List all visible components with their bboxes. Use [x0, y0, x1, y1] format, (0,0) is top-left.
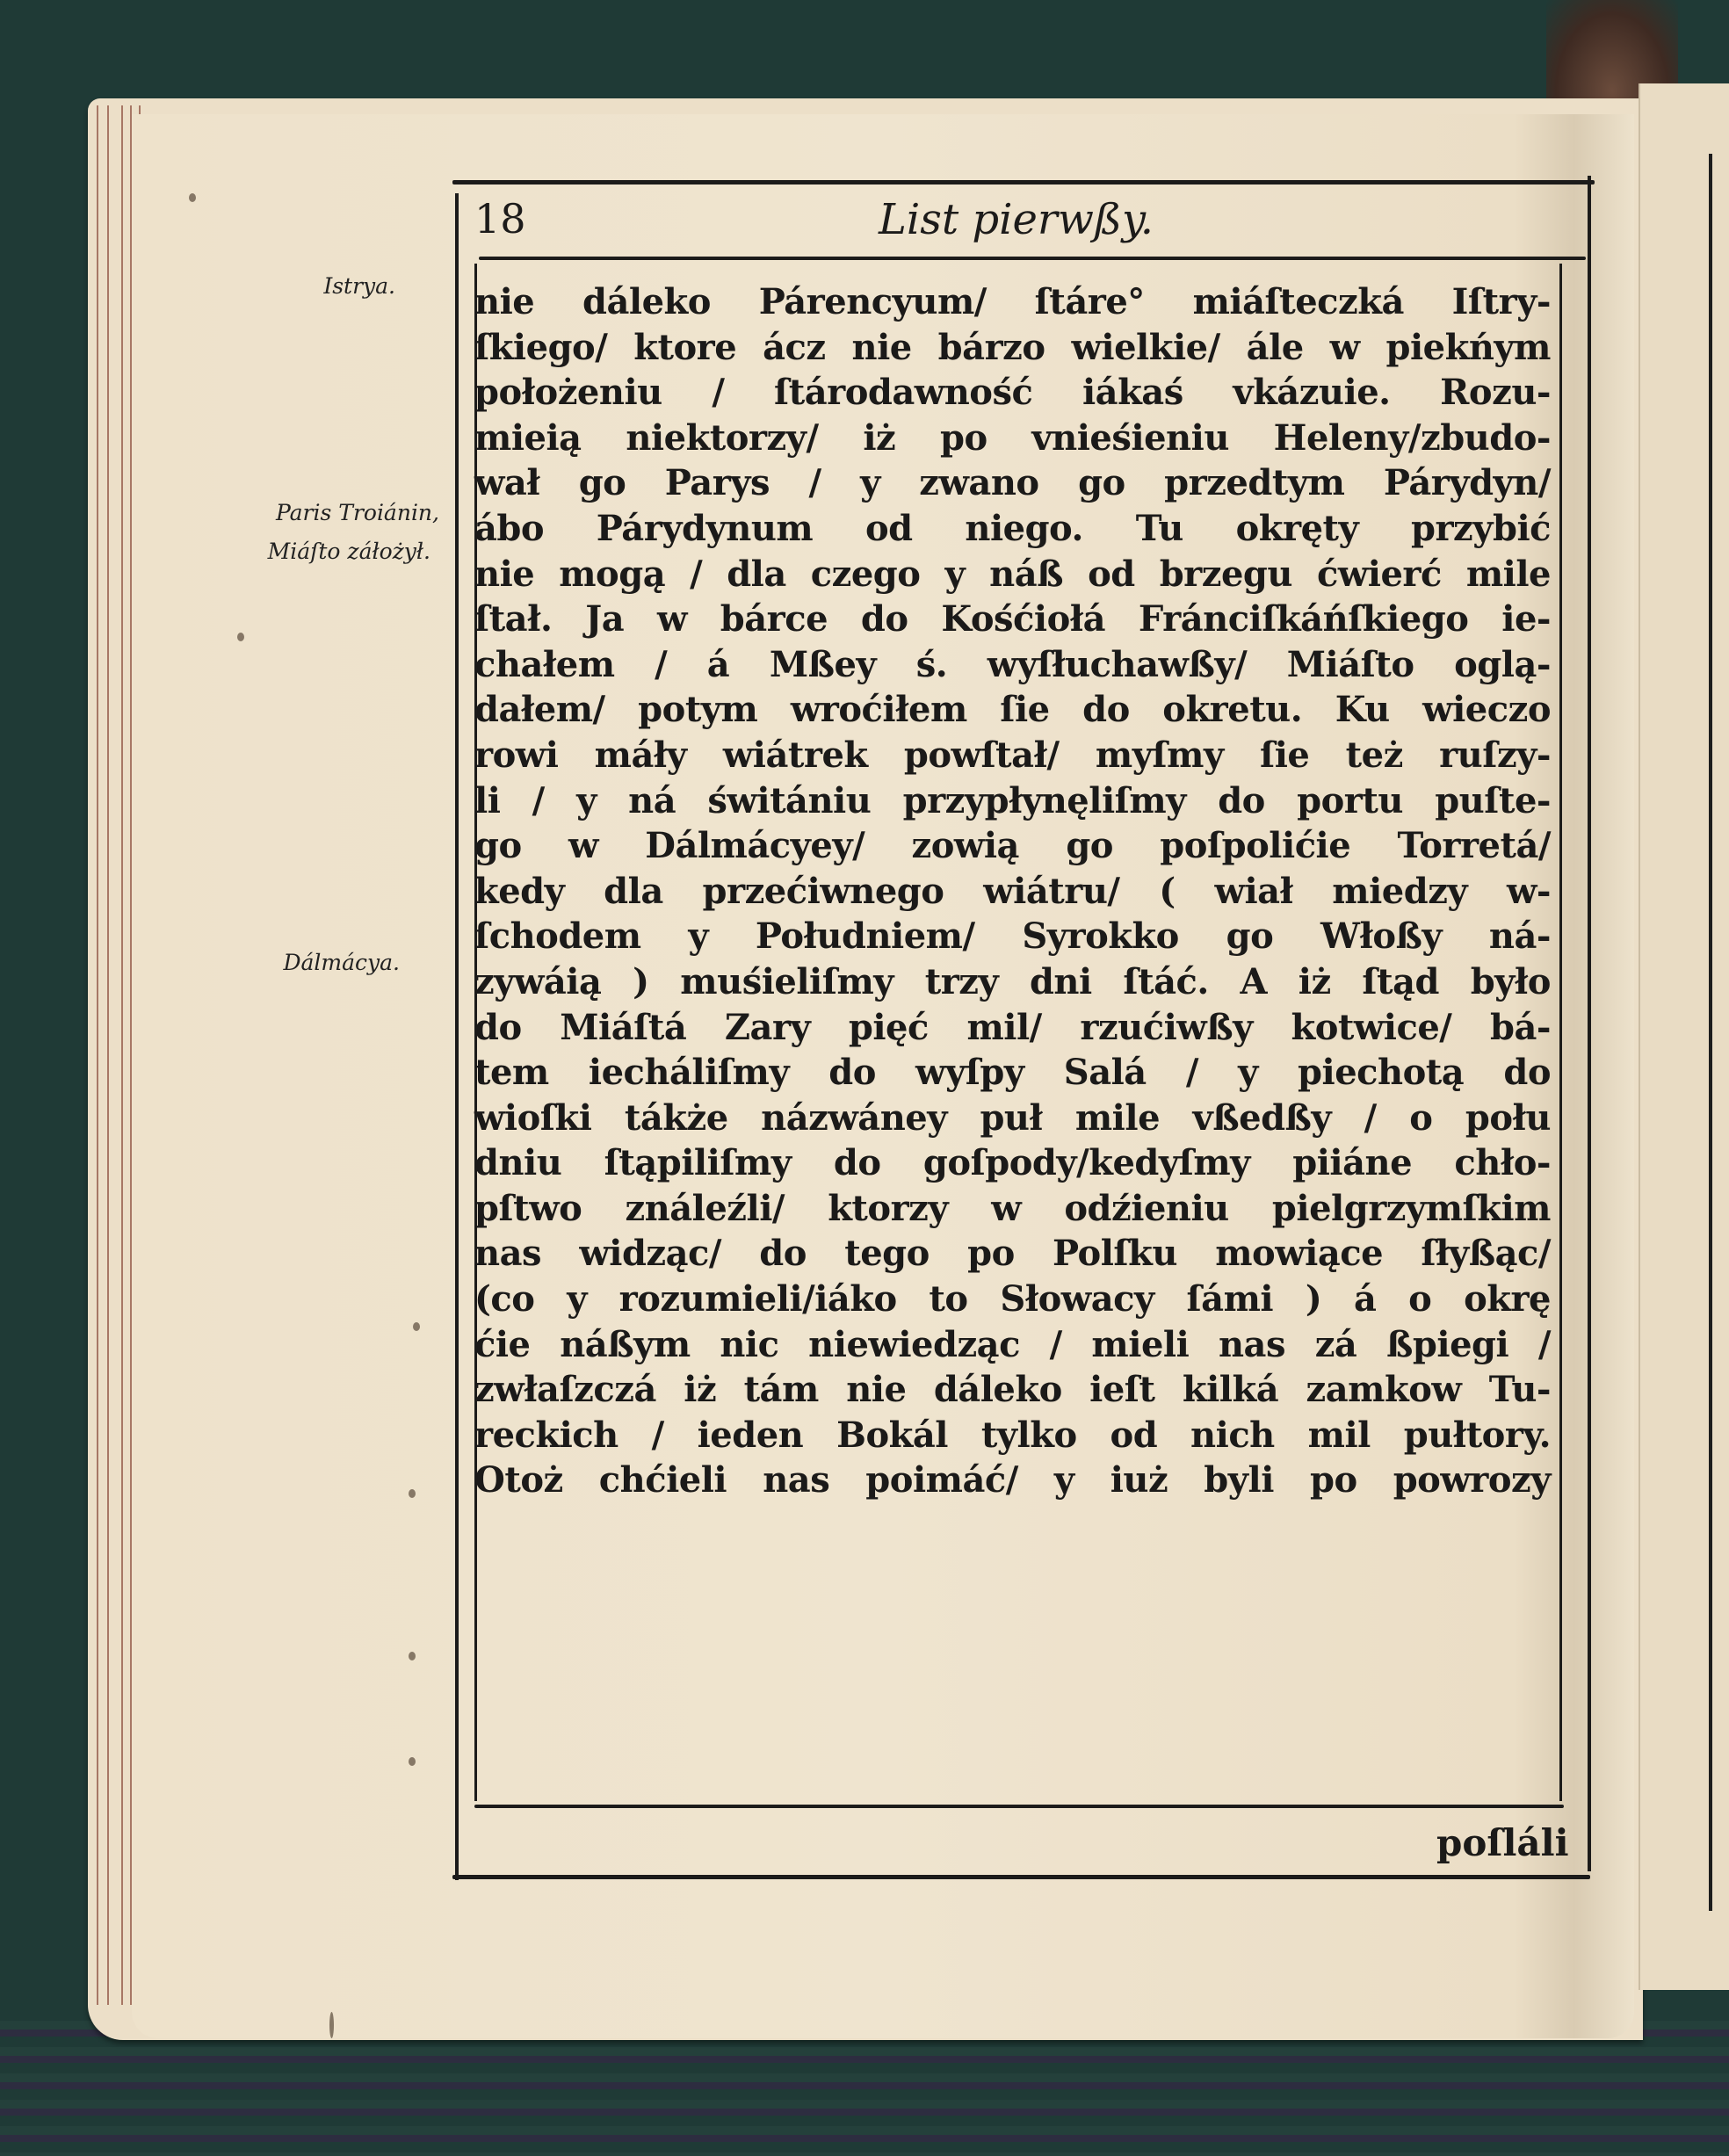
text-line: ćie náßym nic niewiedząc / mieli nas zá ßpiegi / [474, 1323, 1551, 1365]
text-line: li / y ná świtániu przypłynęliſmy do portu puſte- [474, 779, 1551, 821]
text-line: mieią niektorzy/ iż po vnieśieniu Heleny/zbudo- [474, 416, 1551, 459]
ink-speck [409, 1757, 416, 1766]
text-line: kedy dla przećiwnego wiátru/ ( wiał miedzy w- [474, 870, 1551, 912]
text-line: nie mogą / dla czego y náß od brzegu ćwierć mile [474, 553, 1551, 595]
ink-speck [413, 1322, 420, 1331]
body-text [474, 279, 1551, 1503]
ink-speck [189, 193, 196, 202]
text-line: nas widząc/ do tego po Polſku mowiące ſłyßąc/ [474, 1233, 1551, 1275]
text-line: położeniu / ſtárodawność iákaś vkázuie. Rozu- [474, 372, 1551, 414]
running-title: List pierwßy. [879, 195, 1154, 244]
text-line: (co y rozumieli/iáko to Słowacy ſámi ) á o okrę [474, 1278, 1551, 1320]
text-line: do Miáſtá Zary pięć mil/ rzućiwßy kotwice/ bá- [474, 1006, 1551, 1048]
ink-speck [329, 2012, 334, 2038]
catchword: poſláli [1436, 1821, 1569, 1864]
text-line: zywáią ) muśieliſmy trzy dni ſtáć. A iż ſtąd było [474, 960, 1551, 1002]
text-line: ſtał. Ja w bárce do Kośćiołá Fránciſkáńſkiego ie- [474, 598, 1551, 640]
text-line: chałem / á Mßey ś. wyſłuchawßy/ Miáſto oglą- [474, 643, 1551, 685]
background-cloth [0, 2021, 1729, 2156]
top-rule [452, 180, 1595, 184]
page-edge-line [121, 105, 123, 2005]
inner-right-rule [1559, 264, 1562, 1801]
page-edge-line [107, 105, 109, 2005]
text-line: dałem/ potym wroćiłem ſie do okretu. Ku wieczo [474, 689, 1551, 731]
ink-speck [409, 1489, 416, 1498]
text-line: wał go Parys / y zwano go przedtym Párydyn/ [474, 462, 1551, 504]
margin-note-dalmacya: Dálmácya. [283, 950, 400, 975]
text-line: zwłaſzczá iż tám nie dáleko ieſt kilká zamkow Tu- [474, 1369, 1551, 1411]
margin-note-miasto: Miáſto záłożył. [267, 539, 430, 564]
outer-right-rule [1588, 176, 1591, 1871]
margin-note-paris: Paris Troiánin, [275, 500, 439, 525]
head-rule [479, 257, 1586, 260]
page-edge-line [97, 105, 98, 2005]
text-line: ſchodem y Południem/ Syrokko go Włoßy ná- [474, 915, 1551, 958]
text-line: nie dáleko Párencyum/ ſtáre° miáſteczká Iſtry- [474, 281, 1551, 322]
text-bottom-rule [474, 1805, 1564, 1808]
text-line: rowi máły wiátrek powſtał/ myſmy ſie też ruſzy- [474, 734, 1551, 776]
text-line: wioſki tákże názwáney puł mile vßedßy / o połu [474, 1096, 1551, 1139]
text-line: dniu ſtąpiliſmy do goſpody/kedyſmy piiáne chło- [474, 1142, 1551, 1184]
text-line: ábo Párydynum od niego. Tu okręty przybić [474, 507, 1551, 549]
facing-page-edge [1639, 83, 1729, 1990]
ink-speck [409, 1652, 416, 1660]
ink-speck [237, 633, 244, 641]
text-line: tem iecháliſmy do wyſpy Salá / y piechotą do [474, 1052, 1551, 1094]
bottom-rule [452, 1875, 1590, 1879]
text-line: go w Dálmácyey/ zowią go poſpolićie Torretá/ [474, 825, 1551, 867]
running-head [474, 195, 1546, 248]
outer-left-rule [455, 193, 459, 1880]
text-line: pſtwo ználeźli/ ktorzy w odźieniu pielgrzymſkim [474, 1187, 1551, 1229]
text-line: ſkiego/ ktore ácz nie bárzo wielkie/ ále w piekńym [474, 326, 1551, 368]
margin-note-istrya: Istrya. [323, 273, 395, 299]
text-line: Otoż chćieli nas poimáć/ y iuż byli po powrozy [474, 1459, 1551, 1501]
facing-page-rule [1709, 154, 1712, 1911]
page-number: 18 [474, 195, 526, 242]
text-line: reckich / ieden Bokál tylko od nich mil pułtory. [474, 1414, 1551, 1456]
